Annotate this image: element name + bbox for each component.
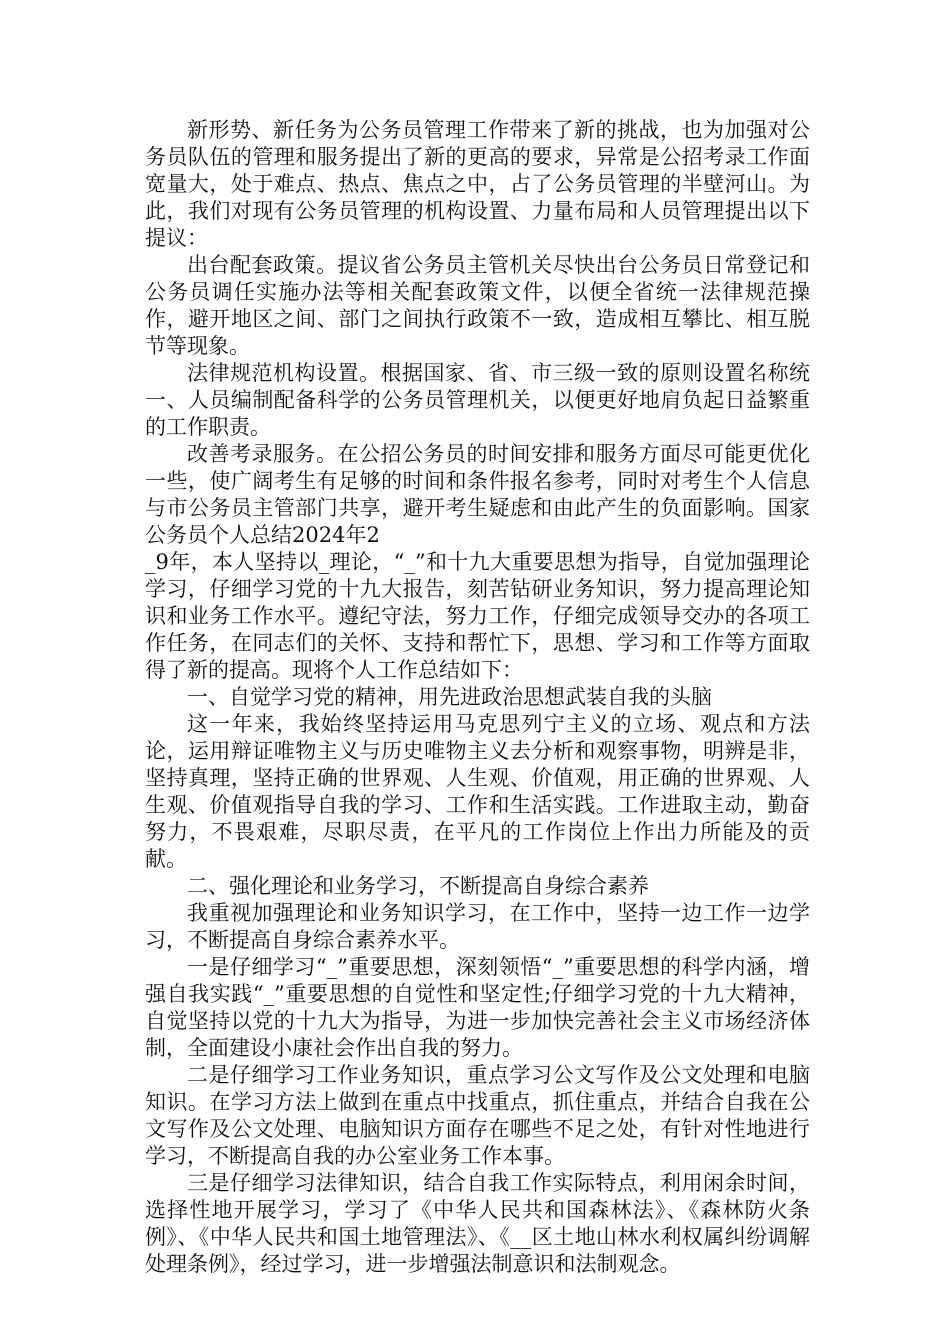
paragraph-section-2: 我重视加强理论和业务知识学习，在工作中，坚持一边工作一边学习，不断提高自身综合素养水平。 [145,901,810,952]
paragraph-point-1: 一是仔细学习“_”重要思想，深刻领悟“_”重要思想的科学内涵，增强自我实践“_”重要思想的自觉性和坚定性;仔细学习党的十九大精神，自觉坚持以党的十九大为指导，为进一步加快完善社会主义市场经济体制，全面建设小康社会作出自我的努力。 [145,955,810,1060]
section-heading-1: 一、自觉学习党的精神，用先进政治思想武装自我的头脑 [187,685,712,709]
paragraph-intro: 新形势、新任务为公务员管理工作带来了新的挑战，也为加强对公务员队伍的管理和服务提出了新的更高的要求，异常是公招考录工作面宽量大，处于难点、热点、焦点之中，占了公务员管理的半壁河山。为此，我们对现有公务员管理的机构设置、力量布局和人员管理提出以下提议： [145,118,810,250]
document-body [145,117,810,1278]
paragraph-institution: 法律规范机构设置。根据国家、省、市三级一致的原则设置名称统一、人员编制配备科学的公务员管理机关，以便更好地肩负起日益繁重的工作职责。 [145,361,810,439]
section-heading-2: 二、强化理论和业务学习，不断提高自身综合素养 [187,874,649,898]
paragraph-point-2: 二是仔细学习工作业务知识，重点学习公文写作及公文处理和电脑知识。在学习方法上做到在重点中找重点，抓住重点，并结合自我在公文写作及公文处理、电脑知识方面存在哪些不足之处，有针对性地进行学习，不断提高自我的办公室业务工作本事。 [145,1063,810,1168]
paragraph-section-1: 这一年来，我始终坚持运用马克思列宁主义的立场、观点和方法论，运用辩证唯物主义与历史唯物主义去分析和观察事物，明辨是非，坚持真理，坚持正确的世界观、人生观、价值观，用正确的世界观、人生观、价值观指导自我的学习、工作和生活实践。工作进取主动，勤奋努力，不畏艰难，尽职尽责，在平凡的工作岗位上作出力所能及的贡献。 [145,712,810,871]
paragraph-point-3: 三是仔细学习法律知识，结合自我工作实际特点，利用闲余时间，选择性地开展学习，学习了《中华人民共和国森林法》、《森林防火条例》、《中华人民共和国土地管理法》、《__区土地山林水利权属纠纷调解处理条例》，经过学习，进一步增强法制意识和法制观念。 [145,1171,810,1276]
paragraph-exam-service: 改善考录服务。在公招公务员的时间安排和服务方面尽可能更优化一些，使广阔考生有足够的时间和条件报名参考，同时对考生个人信息与市公务员主管部门共享，避开考生疑虑和由此产生的负面影响。国家公务员个人总结2024年2 [145,442,810,547]
paragraph-summary-intro: _9年，本人坚持以_理论，“_”和十九大重要思想为指导，自觉加强理论学习，仔细学习党的十九大报告，刻苦钻研业务知识，努力提高理论知识和业务工作水平。遵纪守法，努力工作，仔细完成领导交办的各项工作任务，在同志们的关怀、支持和帮忙下，思想、学习和工作等方面取得了新的提高。现将个人工作总结如下： [145,550,810,682]
paragraph-policy: 出台配套政策。提议省公务员主管机关尽快出台公务员日常登记和公务员调任实施办法等相关配套政策文件，以便全省统一法律规范操作，避开地区之间、部门之间执行政策不一致，造成相互攀比、相互脱节等现象。 [145,253,810,358]
